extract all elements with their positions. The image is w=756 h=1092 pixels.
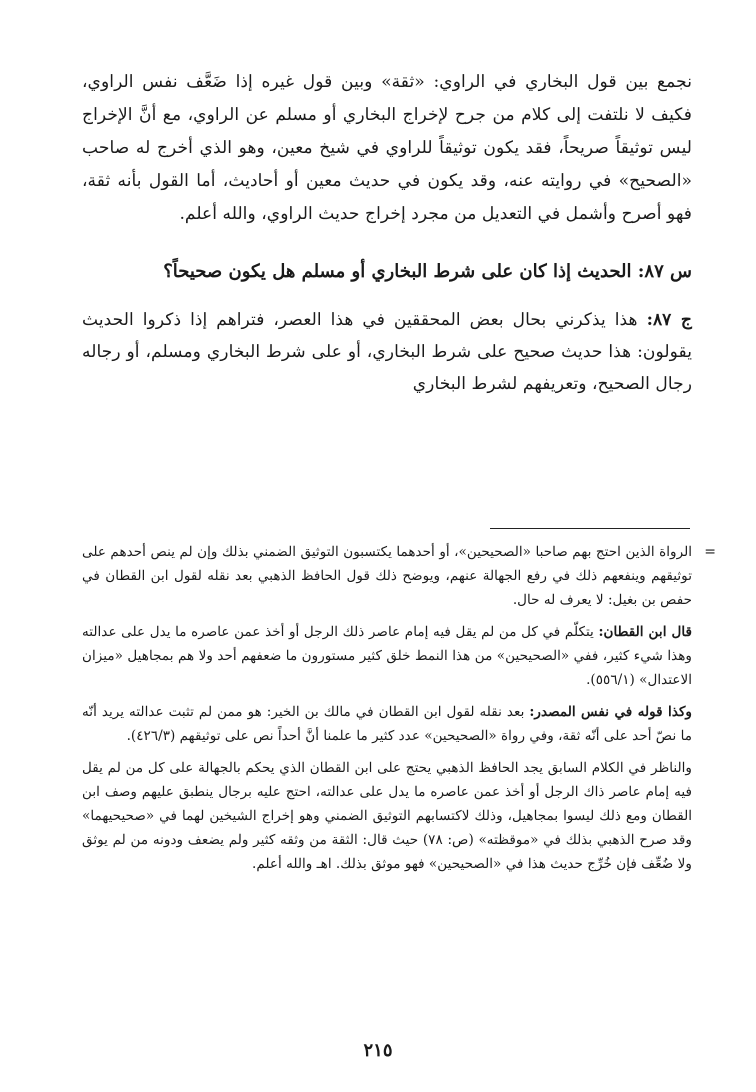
footnote-text: الرواة الذين احتج بهم صاحبا «الصحيحين»، أو أحدهما يكتسبون التوثيق الضمني بذلك وإن لم ينص أحدهم على توثيقهم وينفعهم ذلك في رفع الجهالة عنهم، ويوضح ذلك قول الحافظ الذهبي بعد نقله لقول ابن القطان في حفص بن بغيل: لا يعرف له حال. bbox=[82, 544, 692, 608]
answer-paragraph bbox=[82, 304, 692, 400]
footnote-paragraph bbox=[82, 620, 692, 692]
answer-label: ج ٨٧: bbox=[646, 310, 692, 330]
body-paragraph: نجمع بين قول البخاري في الراوي: «ثقة» وبين قول غيره إذا ضَعَّف نفس الراوي، فكيف لا نلتفت إلى كلام من جرح لإخراج البخاري أو مسلم عن الراوي، مع أنَّ الإخراج ليس توثيقاً صريحاً، فقد يكون توثيقاً للراوي في شيخ معين، وهو الذي أخرج له صاحب «الصحيح» في روايته عنه، وقد يكون في حديث معين أو أحاديث، أما القول بأنه ثقة، فهو أصرح وأشمل في التعديل من مجرد إخراج حديث الراوي، والله أعلم. bbox=[82, 72, 692, 224]
footnotes bbox=[82, 540, 716, 884]
footnote-text: يتكلّم في كل من لم يقل فيه إمام عاصر ذلك الرجل أو أخذ عمن عاصره ما يدل على عدالته وهذا شيء كثير، ففي «الصحيحين» من هذا النمط خلق كثير مستورون ما ضعفهم أحد ولا هم بمجاهيل «ميزان الاعتدال» (٥٥٦/١). bbox=[82, 624, 692, 688]
footnote-paragraph bbox=[82, 756, 692, 876]
footnote-paragraph bbox=[82, 540, 716, 612]
answer-text: هذا يذكرني بحال بعض المحققين في هذا العصر، فتراهم إذا ذكروا الحديث يقولون: هذا حديث صحيح على شرط البخاري، أو على شرط البخاري ومسلم، أو رجاله رجال الصحيح، وتعريفهم لشرط البخاري bbox=[82, 310, 692, 394]
footnote-paragraph bbox=[82, 700, 692, 748]
footnote-label: وكذا قوله في نفس المصدر: bbox=[529, 704, 692, 720]
page-number: ٢١٥ bbox=[363, 1040, 393, 1061]
continuation-mark: = bbox=[704, 544, 716, 560]
question-heading: س ٨٧: الحديث إذا كان على شرط البخاري أو مسلم هل يكون صحيحاً؟ bbox=[163, 261, 692, 282]
footnote-text: بعد نقله لقول ابن القطان في مالك بن الخير: هو ممن لم تثبت عدالته يريد أنّه ما نصّ أحد على أنّه ثقة، وفي رواة «الصحيحين» عدد كثير ما علمنا أنَّ أحداً نص على توثيقهم (٤٢٦/٣). bbox=[82, 704, 692, 744]
main-text bbox=[82, 66, 692, 400]
footnote-divider bbox=[490, 528, 690, 529]
footnote-label: قال ابن القطان: bbox=[598, 624, 692, 640]
footnote-text: والناظر في الكلام السابق يجد الحافظ الذهبي يحتج على ابن القطان الذي يحكم بالجهالة على كل من لم يقل فيه إمام عاصر ذاك الرجل أو أخذ عمن عاصره ما يدل على عدالته، احتج عليه برجال ينطبق عليهم وصف ابن القطان ومع ذلك ليسوا بمجاهيل، وذلك لاكتسابهم التوثيق الضمني وهو إخراج الشيخين لهما في «صحيحيهما» وقد صرح الذهبي بذلك في «موقظته» (ص: ٧٨) حيث قال: الثقة من وثقه كثير ولم يضعف ودونه من لم يوثق ولا ضُعِّف فإن خُرِّج حديث هذا في «الصحيحين» فهو موثق بذلك. اهـ والله أعلم. bbox=[82, 760, 692, 872]
